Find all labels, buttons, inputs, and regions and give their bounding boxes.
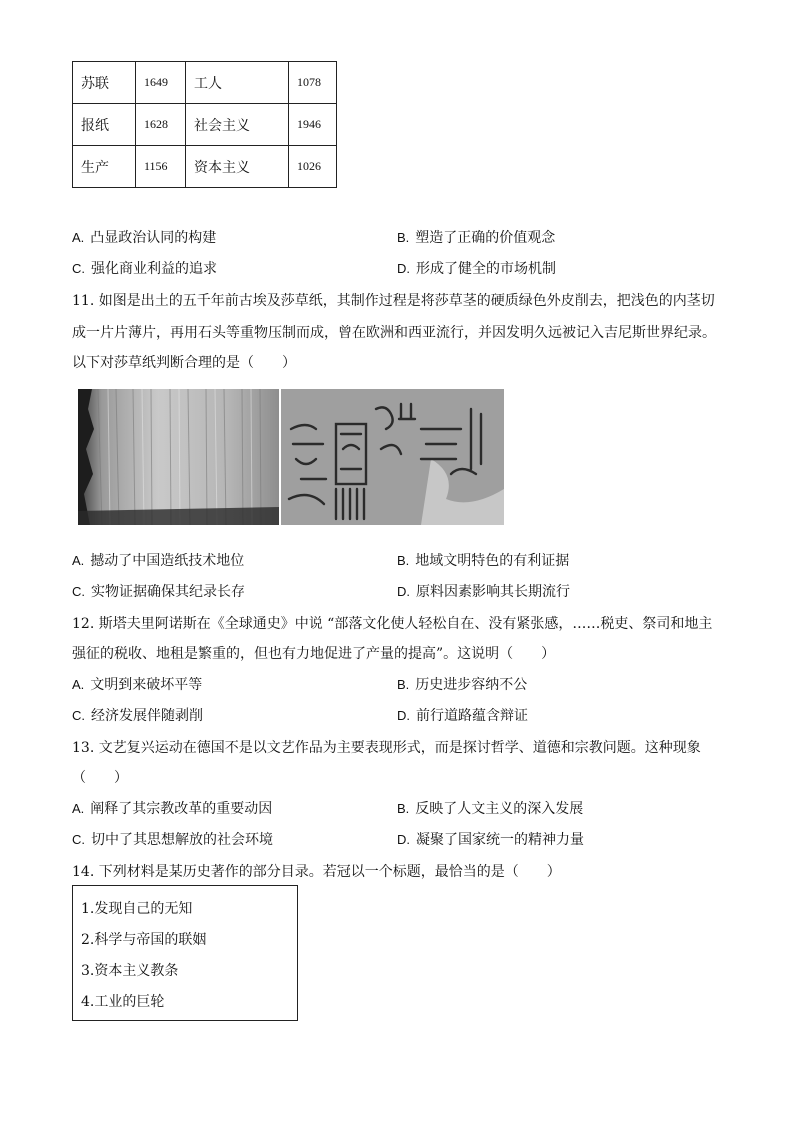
option-text: 经济发展伴随剥削: [91, 708, 203, 724]
q12-stem-line: 12. 斯塔夫里阿诺斯在《全球通史》中说 “部落文化使人轻松自在、没有紧张感，……税吏、祭司和地主: [72, 616, 713, 632]
option-label: D.: [397, 584, 410, 599]
papyrus-photo-right: [281, 389, 504, 525]
q13-option-d[interactable]: [397, 829, 584, 849]
q13-option-c[interactable]: [72, 829, 273, 849]
option-label: D.: [397, 832, 410, 847]
option-label: D.: [397, 261, 410, 276]
toc-item: 3.资本主义教条: [81, 963, 179, 979]
table-cell-word: 工人: [186, 62, 289, 104]
q11-stem-line: 以下对莎草纸判断合理的是（ ）: [72, 355, 296, 371]
table-cell-word: 苏联: [73, 62, 136, 104]
q11-option-c[interactable]: [72, 581, 245, 601]
q12-option-c[interactable]: [72, 705, 203, 725]
table-cell-count: 1628: [136, 104, 186, 146]
table-row: [73, 146, 337, 188]
option-label: C.: [72, 832, 85, 847]
q12-stem-line: 强征的税收、地租是繁重的，但也有力地促进了产量的提高”。这说明（ ）: [72, 646, 556, 662]
q12-option-a[interactable]: [72, 674, 202, 694]
table-cell-count: 1946: [289, 104, 337, 146]
option-text: 反映了人文主义的深入发展: [415, 801, 584, 817]
table-cell-count: 1078: [289, 62, 337, 104]
option-label: A.: [72, 230, 85, 245]
option-label: C.: [72, 708, 85, 723]
option-text: 前行道路蕴含辩证: [416, 708, 528, 724]
q10-option-a[interactable]: [72, 227, 216, 247]
option-text: 阐释了其宗教改革的重要动因: [90, 801, 273, 817]
q10-option-b[interactable]: [397, 227, 555, 247]
toc-item: 1.发现自己的无知: [81, 901, 193, 917]
table-cell-count: 1156: [136, 146, 186, 188]
q12-option-d[interactable]: [397, 705, 528, 725]
papyrus-photo-left: [78, 389, 279, 525]
hieroglyph-papyrus-image: [281, 389, 504, 525]
q13-option-b[interactable]: [397, 798, 583, 818]
q14-stem-line: 14. 下列材料是某历史著作的部分目录。若冠以一个标题，最恰当的是（ ）: [72, 864, 561, 880]
q10-option-c[interactable]: [72, 258, 217, 278]
q10-option-d[interactable]: [397, 258, 556, 278]
papyrus-texture-image: [78, 389, 279, 525]
q11-stem-line: 11. 如图是出土的五千年前古埃及莎草纸，其制作过程是将莎草茎的硬质绿色外皮削去，把浅色的内茎切: [72, 293, 715, 309]
table-cell-word: 社会主义: [186, 104, 289, 146]
option-label: A.: [72, 553, 85, 568]
table-of-contents-box: [72, 885, 298, 1021]
option-label: A.: [72, 677, 85, 692]
option-label: B.: [397, 230, 410, 245]
q11-option-d[interactable]: [397, 581, 570, 601]
option-label: B.: [397, 677, 410, 692]
option-text: 历史进步容纳不公: [415, 677, 528, 693]
option-text: 文明到来破坏平等: [90, 677, 203, 693]
option-label: A.: [72, 801, 85, 816]
option-text: 凸显政治认同的构建: [90, 230, 217, 246]
option-label: C.: [72, 584, 85, 599]
option-label: C.: [72, 261, 85, 276]
q13-option-a[interactable]: [72, 798, 272, 818]
q11-stem-line: 成一片片薄片，再用石头等重物压制而成，曾在欧洲和西亚流行，并因发明久远被记入吉尼斯世界纪录。: [72, 325, 716, 341]
q13-stem-line: （ ）: [72, 770, 128, 786]
table-cell-word: 资本主义: [186, 146, 289, 188]
q11-option-b[interactable]: [397, 550, 569, 570]
option-label: B.: [397, 801, 410, 816]
option-label: B.: [397, 553, 410, 568]
toc-item: 4.工业的巨轮: [81, 994, 165, 1010]
q12-option-b[interactable]: [397, 674, 527, 694]
q13-stem-line: 13. 文艺复兴运动在德国不是以文艺作品为主要表现形式，而是探讨哲学、道德和宗教问题。这种现象: [72, 740, 701, 756]
option-text: 形成了健全的市场机制: [416, 261, 556, 277]
table-row: [73, 62, 337, 104]
q11-option-a[interactable]: [72, 550, 244, 570]
option-text: 实物证据确保其纪录长存: [91, 584, 245, 600]
option-text: 强化商业利益的追求: [91, 261, 217, 277]
table-cell-count: 1026: [289, 146, 337, 188]
option-text: 凝聚了国家统一的精神力量: [416, 832, 584, 848]
table-cell-word: 报纸: [73, 104, 136, 146]
option-text: 撼动了中国造纸技术地位: [90, 553, 245, 569]
table-row: [73, 104, 337, 146]
table-cell-count: 1649: [136, 62, 186, 104]
option-text: 塑造了正确的价值观念: [415, 230, 556, 246]
word-frequency-table: [72, 61, 337, 188]
option-text: 地域文明特色的有利证据: [415, 553, 570, 569]
table-cell-word: 生产: [73, 146, 136, 188]
option-text: 原料因素影响其长期流行: [416, 584, 570, 600]
option-text: 切中了其思想解放的社会环境: [91, 832, 273, 848]
toc-item: 2.科学与帝国的联姻: [81, 932, 207, 948]
option-label: D.: [397, 708, 410, 723]
